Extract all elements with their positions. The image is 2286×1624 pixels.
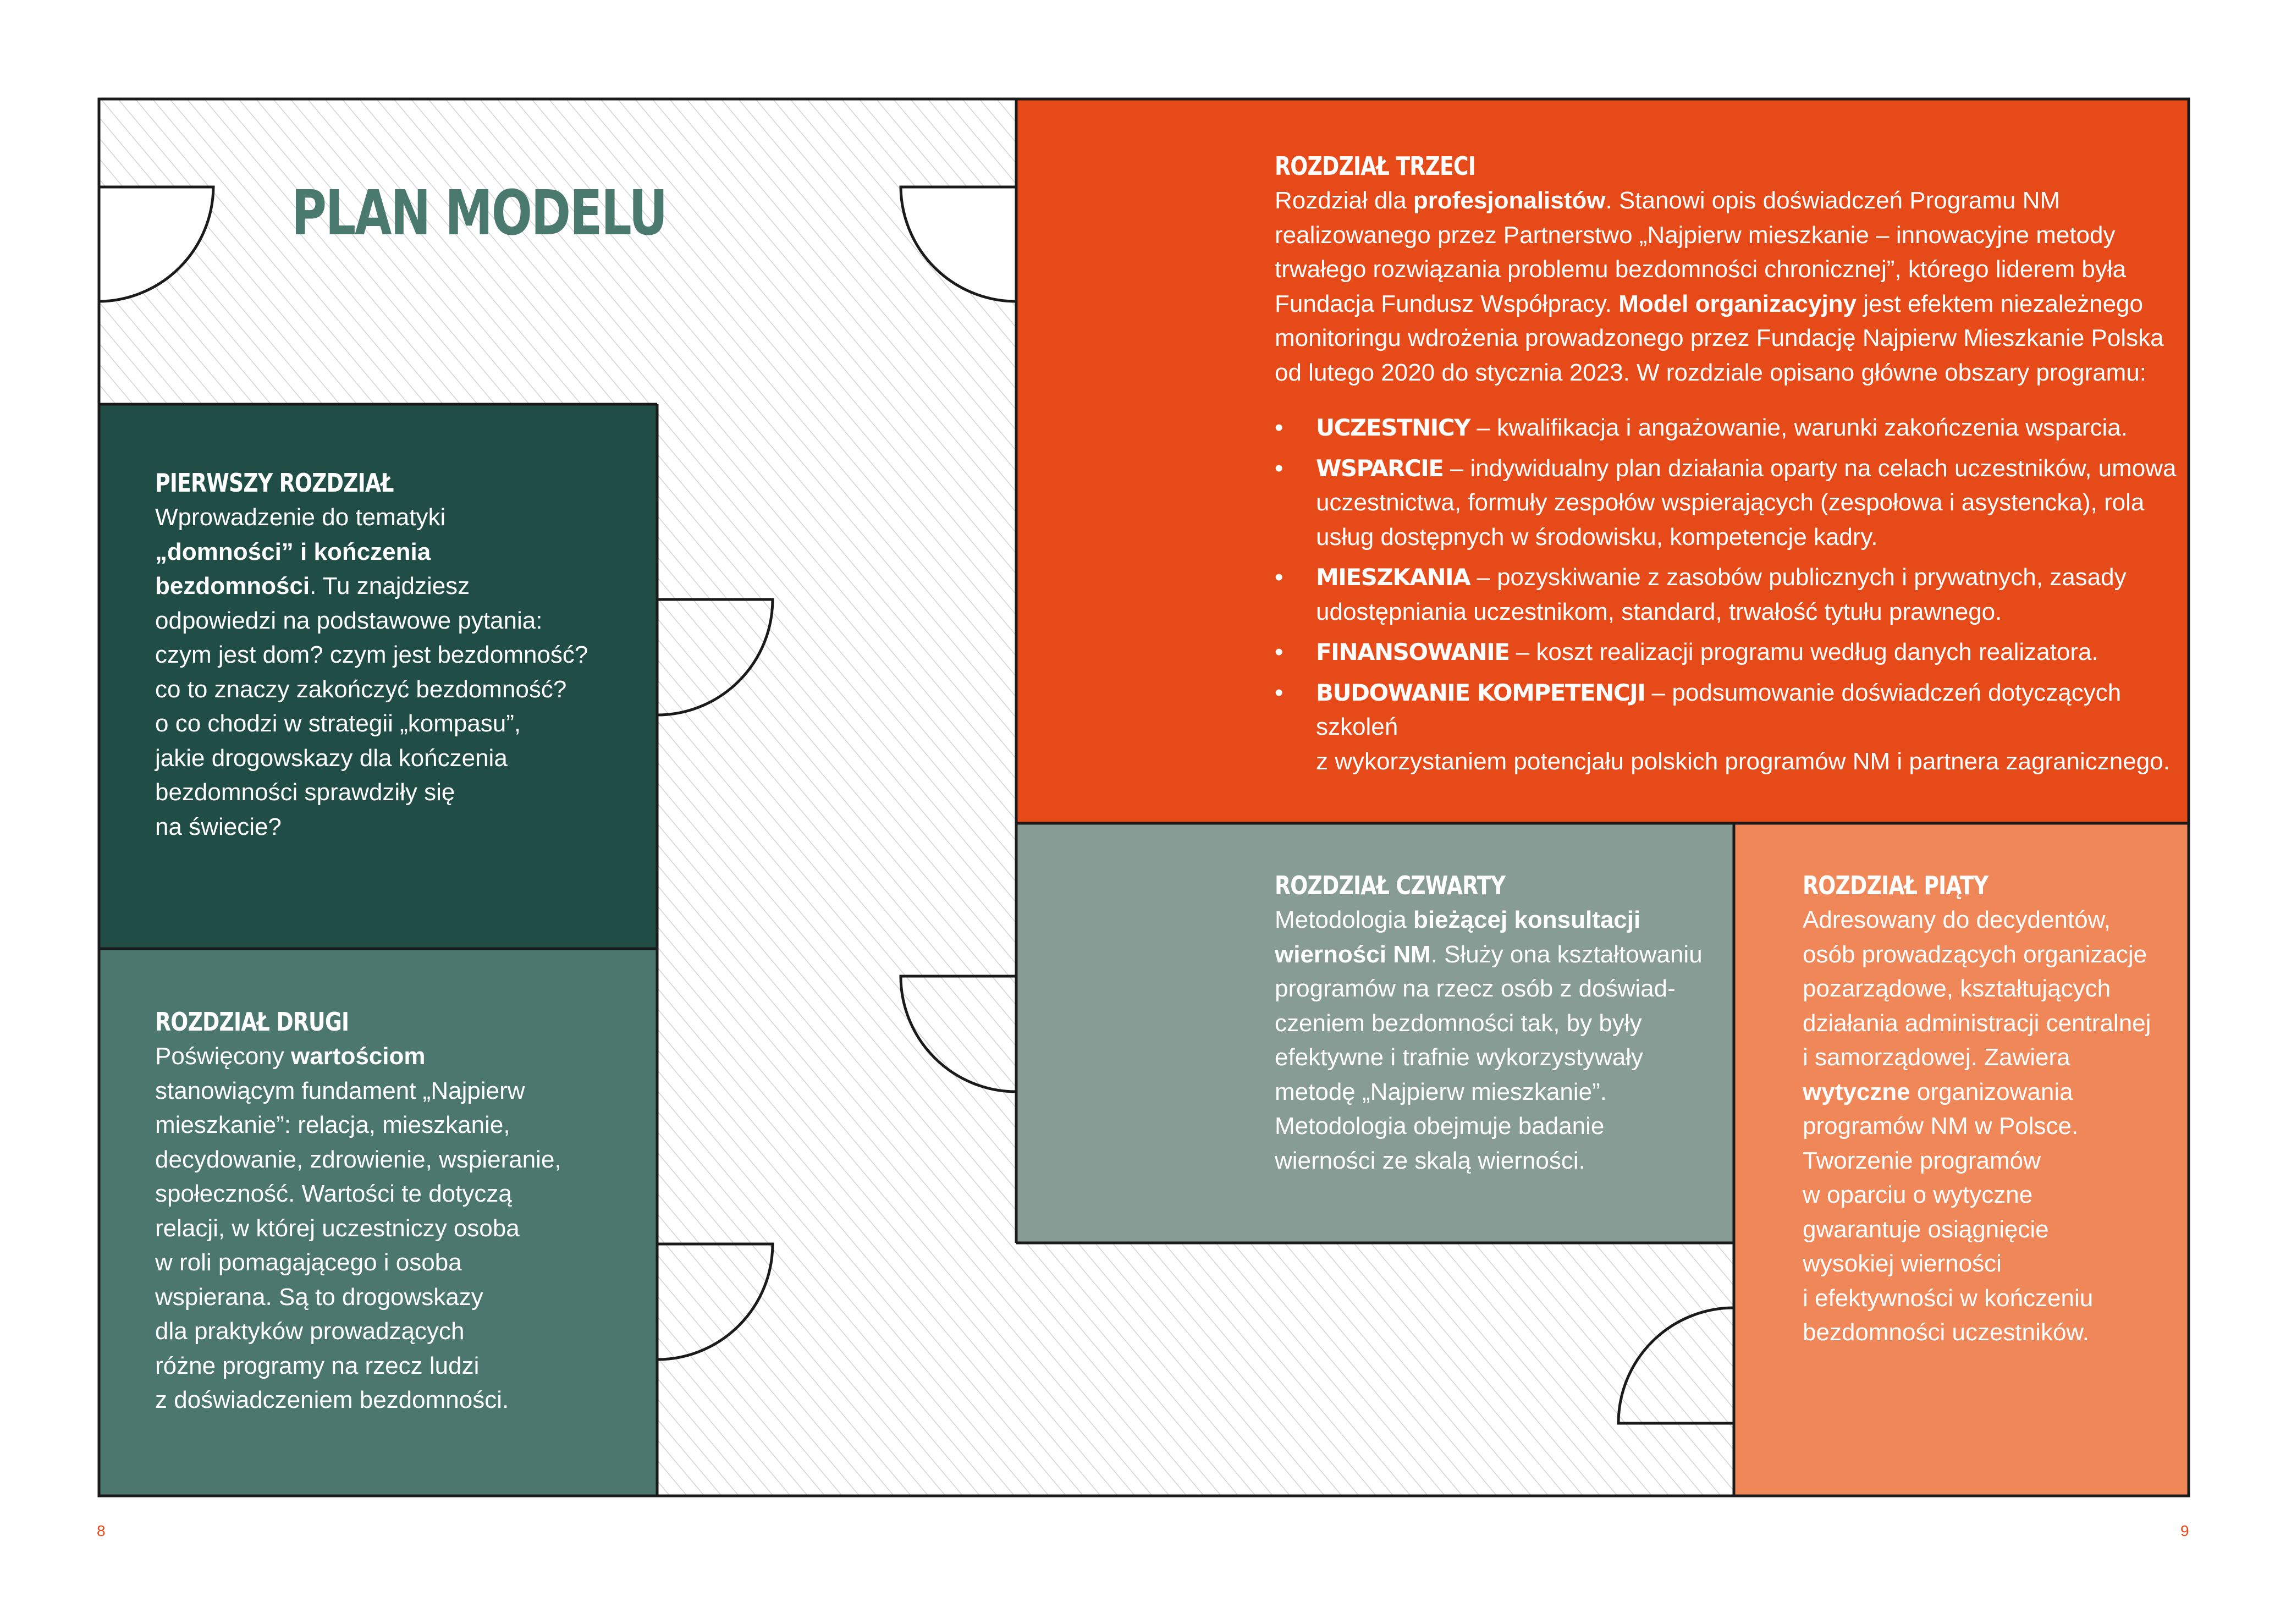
- bullet-text: – podsumowanie doświadczeń dotyczących szkoleń: [1316, 679, 2122, 740]
- text-run: co to znaczy zakończyć bezdomność?: [155, 675, 567, 703]
- text-run: gwarantuje osiągnięcie: [1803, 1215, 2049, 1243]
- fourth-chapter-heading: ROZDZIAŁ CZWARTY: [1275, 871, 1506, 900]
- text-line: [155, 1314, 639, 1349]
- text-line: [155, 775, 639, 810]
- text-run: z doświadczeniem bezdomności.: [155, 1386, 509, 1413]
- text-line: [155, 1108, 639, 1143]
- bullet-keyword: MIESZKANIA: [1316, 564, 1470, 591]
- bullet-item: [1275, 411, 2177, 445]
- text-run: od lutego 2020 do stycznia 2023. W rozdziale opisano główne obszary programu:: [1275, 359, 2146, 386]
- text-line: [1803, 1144, 2182, 1179]
- text-run: organizowania: [1910, 1078, 2073, 1105]
- first-chapter-heading: PIERWSZY ROZDZIAŁ: [155, 468, 394, 498]
- text-run: jakie drogowskazy dla kończenia: [155, 744, 508, 772]
- text-run: osób prowadzących organizacje: [1803, 940, 2147, 968]
- text-run: wierności ze skalą wierności.: [1275, 1147, 1585, 1174]
- text-run: . Służy ona kształtowaniu: [1430, 940, 1703, 968]
- text-line: [155, 604, 639, 638]
- bullet-text: usług dostępnych w środowisku, kompetencje kadry.: [1316, 523, 1878, 550]
- third-chapter-heading: ROZDZIAŁ TRZECI: [1275, 151, 1476, 181]
- text-line: [1275, 1041, 1726, 1075]
- bold-text: bezdomności: [155, 572, 310, 599]
- text-run: Wprowadzenie do tematyki: [155, 504, 446, 531]
- text-line: [155, 1349, 639, 1384]
- text-line: [155, 1177, 639, 1212]
- text-run: bezdomności sprawdziły się: [155, 779, 455, 806]
- bullet-text: udostępniania uczestnikom, standard, trwałość tytułu prawnego.: [1316, 598, 2002, 625]
- text-line: [1803, 1006, 2182, 1041]
- bullet-text: – kwalifikacja i angażowanie, warunki zakończenia wsparcia.: [1469, 414, 2128, 441]
- fourth-chapter: [1275, 868, 1726, 1178]
- text-line: [1275, 903, 1726, 938]
- text-run: realizowanego przez Partnerstwo „Najpierw mieszkanie – innowacyjne metody: [1275, 221, 2116, 249]
- text-line: [1803, 1178, 2182, 1213]
- bullet-text: – koszt realizacji programu według danych realizatora.: [1509, 638, 2098, 665]
- bullet-item: [1275, 676, 2177, 779]
- text-line: [155, 569, 639, 604]
- text-line: [1803, 1281, 2182, 1316]
- third-chapter-bullets: [1275, 411, 2177, 779]
- text-line: [1803, 1247, 2182, 1281]
- text-run: programów NM w Polsce.: [1803, 1113, 2079, 1139]
- text-line: [155, 500, 639, 535]
- text-run: wysokiej wierności: [1803, 1250, 2002, 1277]
- text-run: działania administracji centralnej: [1803, 1009, 2151, 1037]
- text-run: społeczność. Wartości te dotyczą: [155, 1180, 512, 1207]
- text-line: [1275, 252, 2177, 287]
- bullet-item: [1275, 560, 2177, 629]
- text-line: [155, 1212, 639, 1246]
- bullet-item: [1275, 452, 2177, 555]
- text-line: [1275, 356, 2177, 390]
- text-line: [1275, 1109, 1726, 1144]
- text-line: [1275, 1144, 1726, 1179]
- text-run: w oparciu o wytyczne: [1803, 1181, 2033, 1208]
- text-line: [1275, 972, 1726, 1006]
- fourth-chapter-body: [1275, 903, 1726, 1178]
- text-line: [1803, 1109, 2182, 1144]
- text-line: [1275, 321, 2177, 356]
- text-line: [155, 1074, 639, 1109]
- text-line: [1803, 1213, 2182, 1247]
- bold-text: wartościom: [291, 1043, 426, 1070]
- page-number-right: 9: [2180, 1522, 2189, 1539]
- text-run: stanowiącym fundament „Najpierw: [155, 1077, 525, 1104]
- text-run: i efektywności w kończeniu: [1803, 1284, 2094, 1312]
- text-line: [1803, 1041, 2182, 1075]
- page-number-left: 8: [97, 1522, 106, 1539]
- fifth-chapter-heading: ROZDZIAŁ PIĄTY: [1803, 871, 1988, 900]
- text-run: Rozdział dla: [1275, 187, 1413, 214]
- bullet-text: z wykorzystaniem potencjału polskich programów NM i partnera zagranicznego.: [1316, 747, 2170, 775]
- text-line: [1275, 287, 2177, 322]
- text-line: [155, 638, 639, 673]
- bold-text: Model organizacyjny: [1618, 290, 1857, 317]
- text-run: mieszkanie”: relacja, mieszkanie,: [155, 1111, 510, 1138]
- text-run: trwałego rozwiązania problemu bezdomności chronicznej”, którego liderem była: [1275, 256, 2127, 283]
- bold-text: bieżącej konsultacji: [1413, 906, 1641, 933]
- bold-text: kończenia: [313, 538, 431, 565]
- bullet-item: [1275, 635, 2177, 670]
- second-chapter-body: [155, 1039, 639, 1418]
- text-line: [1803, 1315, 2182, 1350]
- text-line: [1275, 938, 1726, 972]
- bullet-keyword: WSPARCIE: [1316, 454, 1444, 482]
- text-run: jest efektem niezależnego: [1857, 290, 2143, 317]
- text-run: Metodologia obejmuje badanie: [1275, 1113, 1605, 1139]
- text-line: [1275, 1006, 1726, 1041]
- text-line: [155, 1383, 639, 1418]
- text-line: [1275, 184, 2177, 218]
- bullet-keyword: BUDOWANIE KOMPETENCJI: [1316, 679, 1645, 706]
- text-run: różne programy na rzecz ludzi: [155, 1352, 480, 1379]
- text-run: . Tu znajdziesz: [310, 572, 470, 599]
- bullet-keyword: UCZESTNICY: [1316, 414, 1470, 441]
- text-run: o co chodzi w strategii „kompasu”,: [155, 710, 521, 737]
- bullet-text: – indywidualny plan działania oparty na celach uczestników, umowa: [1443, 454, 2177, 482]
- text-line: [1803, 972, 2182, 1006]
- text-line: [155, 1280, 639, 1315]
- first-chapter-body: [155, 500, 639, 844]
- text-run: i samorządowej. Zawiera: [1803, 1044, 2070, 1071]
- text-line: [155, 535, 639, 570]
- first-chapter: [155, 465, 639, 844]
- text-line: [1275, 1075, 1726, 1110]
- text-line: [155, 673, 639, 707]
- text-run: wspierana. Są to drogowskazy: [155, 1283, 483, 1311]
- fifth-chapter-body: [1803, 903, 2182, 1350]
- bold-text: wierności NM: [1275, 940, 1431, 968]
- text-line: [1803, 1075, 2182, 1110]
- text-run: monitoringu wdrożenia prowadzonego przez Fundację Najpierw Mieszkanie Polska: [1275, 324, 2164, 351]
- bold-text: wytyczne: [1803, 1078, 1910, 1105]
- text-line: [1803, 903, 2182, 938]
- text-line: [155, 1246, 639, 1280]
- text-line: [155, 741, 639, 776]
- text-run: efektywne i trafnie wykorzystywały: [1275, 1044, 1643, 1071]
- text-line: [155, 707, 639, 741]
- text-run: programów na rzecz osób z doświad-: [1275, 975, 1676, 1002]
- text-line: [155, 810, 639, 845]
- third-chapter: [1275, 148, 2177, 785]
- page-title: PLAN MODELU: [291, 178, 666, 249]
- bullet-keyword: FINANSOWANIE: [1316, 638, 1510, 665]
- second-chapter-heading: ROZDZIAŁ DRUGI: [155, 1007, 349, 1037]
- text-run: Adresowany do decydentów,: [1803, 906, 2111, 933]
- bullet-text: uczestnictwa, formuły zespołów wspierających (zespołowa i asystencka), rola: [1316, 489, 2145, 516]
- bold-text: „domności” i: [155, 538, 314, 565]
- text-run: pozarządowe, kształtujących: [1803, 975, 2111, 1002]
- text-line: [155, 1143, 639, 1177]
- bullet-text: – pozyskiwanie z zasobów publicznych i prywatnych, zasady: [1470, 564, 2127, 591]
- text-line: [155, 1039, 639, 1074]
- text-run: metodę „Najpierw mieszkanie”.: [1275, 1078, 1607, 1105]
- text-run: odpowiedzi na podstawowe pytania:: [155, 607, 543, 634]
- text-run: decydowanie, zdrowienie, wspieranie,: [155, 1146, 561, 1173]
- text-run: Fundacja Fundusz Współpracy.: [1275, 290, 1619, 317]
- third-chapter-body: [1275, 184, 2177, 390]
- text-line: [1803, 938, 2182, 972]
- text-run: . Stanowi opis doświadczeń Programu NM: [1605, 187, 2061, 214]
- text-run: Tworzenie programów: [1803, 1147, 2041, 1174]
- text-line: [1275, 218, 2177, 253]
- second-chapter: [155, 1004, 639, 1418]
- text-run: Poświęcony: [155, 1043, 291, 1070]
- text-run: Metodologia: [1275, 906, 1413, 933]
- text-run: w roli pomagającego i osoba: [155, 1249, 462, 1276]
- text-run: dla praktyków prowadzących: [155, 1318, 465, 1345]
- text-run: czym jest dom? czym jest bezdomność?: [155, 641, 588, 668]
- text-run: bezdomności uczestników.: [1803, 1319, 2089, 1346]
- fifth-chapter: [1803, 868, 2182, 1350]
- bold-text: profesjonalistów: [1413, 187, 1606, 214]
- text-run: relacji, w której uczestniczy osoba: [155, 1214, 520, 1242]
- text-run: na świecie?: [155, 813, 282, 840]
- text-run: czeniem bezdomności tak, by były: [1275, 1009, 1642, 1037]
